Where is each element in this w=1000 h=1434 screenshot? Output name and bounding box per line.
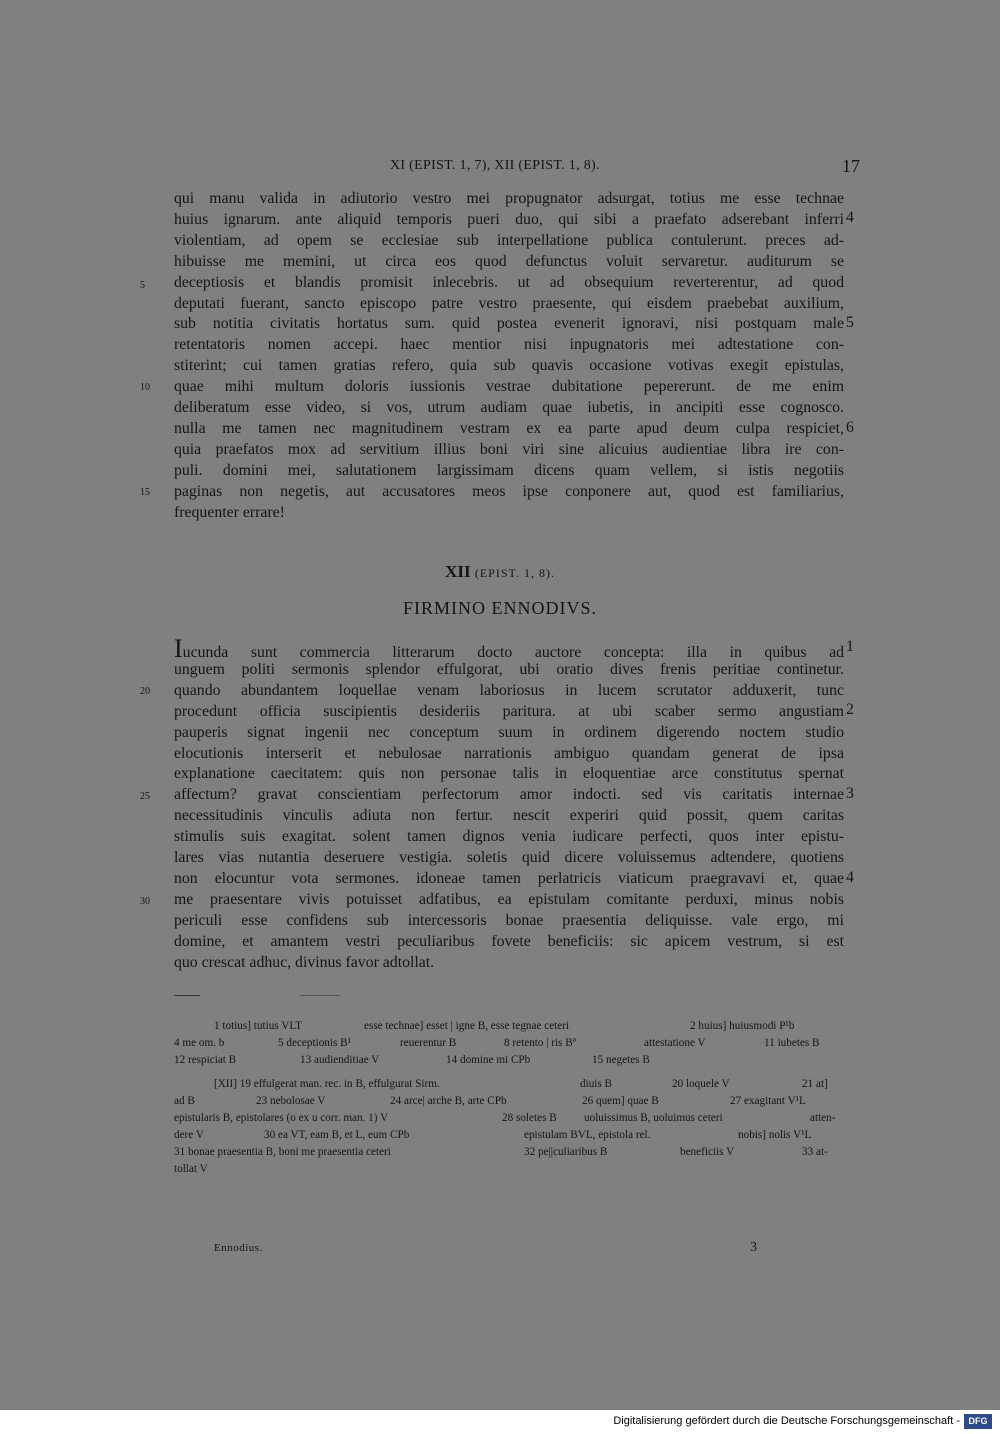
line-number: 30 (140, 896, 150, 907)
footnote-line (174, 1127, 844, 1144)
footnote-entry: epistularis B, epistolares (o ex u corr. man. 1) V (174, 1112, 389, 1124)
addressee: FIRMINO ENNODIVS. (402, 598, 597, 618)
footnote-entry: 26 quem] quae B (582, 1095, 659, 1107)
footnote-entry: 5 deceptionis B¹ (278, 1037, 351, 1049)
footnote-entry: 2 huius] huiusmodi P¹b (690, 1020, 795, 1032)
footnote-line (174, 1035, 844, 1052)
footnote-entry: 32 pe||culiaribus B (524, 1146, 608, 1158)
signature-mark: 3 (750, 1240, 757, 1255)
digitization-bar (0, 1410, 1000, 1434)
text-line: qui manu valida in adiutorio vestro mei propugnator adsurgat, totius me esse technae (174, 190, 844, 207)
footnote-line (174, 1110, 844, 1127)
section-number: 4 (846, 869, 854, 886)
epistle-reference: (EPIST. 1, 8). (474, 566, 555, 580)
footnote-rule (174, 995, 200, 996)
footnote-line (174, 1093, 844, 1110)
text-line: puli. domini mei, salutationem largissimam dicens quam vellem, si istis negotiis (174, 461, 844, 479)
footnote-entry: tollat V (174, 1163, 208, 1175)
line-number: 15 (140, 487, 150, 498)
footnote-entry: 15 negetes B (592, 1054, 650, 1066)
footnote-entry: 31 bonae praesentia B, boni me praesentia ceteri (174, 1146, 391, 1158)
text-line: huius ignarum. ante aliquid temporis pueri duo, qui sibi a praefato adserebant inferri (174, 210, 844, 228)
footnote-entry: 28 soletes B (502, 1112, 557, 1124)
text-line: explanatione caecitatem: quis non personae talis in eloquentiae arce constitutus spernat (174, 765, 844, 783)
text-line (174, 634, 844, 663)
page-number: 17 (842, 156, 860, 176)
text-line: hibuisse me memini, ut circa eos quod defunctus voluit servaretur. auditurum se (174, 252, 844, 270)
footnote-entry: 11 iubetes B (764, 1037, 820, 1049)
footnote-entry: [XII] 19 effulgerat man. rec. in B, effulgurat Sirm. (214, 1078, 440, 1090)
footnote-entry: beneficiis V (680, 1146, 735, 1158)
footnote-entry: 23 nebolosae V (256, 1095, 326, 1107)
footnote-entry: epistulam BVL, epistola rel. (524, 1129, 651, 1141)
text-line: violentiam, ad opem se ecclesiae sub interpellatione publica contulerunt. preces ad- (174, 231, 844, 249)
digitization-notice: Digitalisierung gefördert durch die Deutsche Forschungsgemeinschaft - (613, 1415, 960, 1427)
footnote-entry: atten- (810, 1112, 836, 1124)
footnote-line (174, 1076, 844, 1093)
text-line: procedunt officia suscipientis desideriis paritura. at ubi scaber sermo angustiam (174, 702, 844, 720)
drop-capital: I (174, 634, 183, 663)
line-number: 5 (140, 280, 145, 291)
running-title: XI (EPIST. 1, 7), XII (EPIST. 1, 8). (390, 158, 600, 173)
footnote-entry: uoluissimus B, uoluimus ceteri (584, 1112, 723, 1124)
text-line: lares vias nutantia deseruere vestigia. soletis quid dicere voluissemus adtendere, quotiens (174, 849, 844, 866)
text-line: frequenter errare! (174, 503, 285, 521)
text-line: pauperis signat ingenii nec conceptum suum in ordinem digerendo noctem studio (174, 723, 844, 741)
footnote-entry: nobis] nolis V¹L (738, 1129, 812, 1141)
text-line: non elocuntur vota sermones. idoneae tamen perlatricis viaticum praegravavi et, quae (174, 869, 844, 887)
footnote-entry: reuerentur B (400, 1037, 457, 1049)
footnote-entry: 33 at- (802, 1146, 828, 1158)
footnote-entry: dere V (174, 1129, 204, 1141)
text-line: affectum? gravat conscientiam perfectorum amor indocti. sed vis caritatis internae (174, 786, 844, 804)
text-line: sub notitia civitatis hortatus sum. quid postea evenerit ignoravi, nisi postquam male (174, 315, 844, 333)
footnote-entry: diuis B (580, 1078, 613, 1090)
footnote-entry: ad B (174, 1095, 195, 1107)
footnote-line (174, 1052, 844, 1069)
line-number: 25 (140, 791, 150, 802)
footnote-entry: 1 totius] tutius VLT (214, 1020, 302, 1032)
footnote-entry: esse technae] esset | igne B, esse tegnae ceteri (364, 1020, 570, 1032)
footnote-rule (300, 995, 340, 996)
section-number: 2 (846, 701, 854, 718)
text-line: paginas non negetis, aut accusatores meos ipse conponere aut, quod est familiarius, (174, 482, 844, 500)
footnote-entry: 8 retento | ris Bª (504, 1037, 576, 1049)
footnote-entry: attestatione V (644, 1037, 706, 1049)
footnote-line (174, 1161, 844, 1178)
text-line: unguem politi sermonis splendor effulgorat, ubi oratio dives frenis peritiae continetur. (174, 660, 844, 678)
text-line: quando abundantem loquellae venam laboriosus in lucem scrutator adduxerit, tunc (174, 681, 844, 699)
section-number: 6 (846, 419, 854, 436)
running-header (390, 156, 860, 178)
text-line: deceptiosis et blandis promisit inlecebris. ut ad obsequium reverterentur, ad quod (174, 273, 844, 291)
letter-number: XII (445, 562, 471, 581)
footnote-line (174, 1018, 844, 1035)
text-line: deliberatum esse video, si vos, utrum audiam quae iubetis, in ancipiti esse cognosco. (174, 399, 844, 416)
text-line: me praesentare vivis potuisset adfatibus, ea epistulam comitante perduxi, minus nobis (174, 890, 844, 908)
footnote-entry: 13 audienditiae V (300, 1054, 380, 1066)
line-number: 20 (140, 686, 150, 697)
footnote-entry: 21 at] (802, 1078, 828, 1090)
footnote-entry: 4 me om. b (174, 1037, 225, 1049)
text-line: necessitudinis vinculis adiuta non fertur. nescit experiri quid possit, quem caritas (174, 807, 844, 825)
footnote-entry: 14 domine mi CPb (446, 1054, 531, 1066)
text-line: domine, et amantem vestri peculiaribus fovete beneficiis: sic apicem vestrum, si est (174, 932, 844, 950)
text-line: elocutionis interserit et nebulosae narrationis ambiguo quandam generat de ipsa (174, 744, 844, 762)
line-number: 10 (140, 382, 150, 393)
text-line-rest: ucunda sunt commercia litterarum docto auctore concepta: illa in quibus ad (182, 644, 844, 661)
section-number: 1 (846, 638, 854, 655)
text-line: quia praefatos mox ad servitium illius boni viri sine alicuius audientiae libra ire con- (174, 440, 844, 458)
section-number: 3 (846, 785, 854, 802)
footnote-entry: 12 respiciat B (174, 1054, 237, 1066)
text-line: periculi esse confidens sub intercessoris bonae praesentia deliquisse. vale ergo, mi (174, 911, 844, 929)
footnote-entry: 30 ea VT, eam B, et L, eum CPb (264, 1129, 410, 1141)
footnote-line (174, 1144, 844, 1161)
text-line: quo crescat adhuc, divinus favor adtollat. (174, 953, 435, 971)
footnote-entry: 20 loquele V (672, 1078, 730, 1090)
footnote-entry: 24 arce| arche B, arte CPb (390, 1095, 507, 1107)
footnote-entry: 27 exagitant V¹L (730, 1095, 806, 1107)
text-line: retentatoris nomen accepi. haec mentior nisi inpugnatoris mei adtestatione con- (174, 336, 844, 354)
section-number: 4 (846, 209, 854, 226)
section-number: 5 (846, 314, 854, 331)
text-line: nulla me tamen nec magnitudinem vestram ex ea parte apud deum culpa respiciet, (174, 419, 844, 437)
text-line: quae mihi multum doloris iussionis vestrae dubitatione pepererunt. de me enim (174, 378, 844, 396)
text-line: stimulis suis exagitat. solent tamen dignos venia iudicare perfecti, quos inter epistu- (174, 828, 844, 846)
text-line: deputati fuerant, sancto episcopo patre vestro praesente, qui eisdem praebebat auxilium, (174, 294, 844, 312)
signature-name: Ennodius. (214, 1242, 263, 1254)
dfg-logo: DFG (964, 1414, 992, 1429)
text-line: stiterint; cui tamen gratias refero, quia sub quavis occasione votivas exegit epistulas, (174, 357, 844, 375)
letter-xii-heading (0, 562, 1000, 582)
